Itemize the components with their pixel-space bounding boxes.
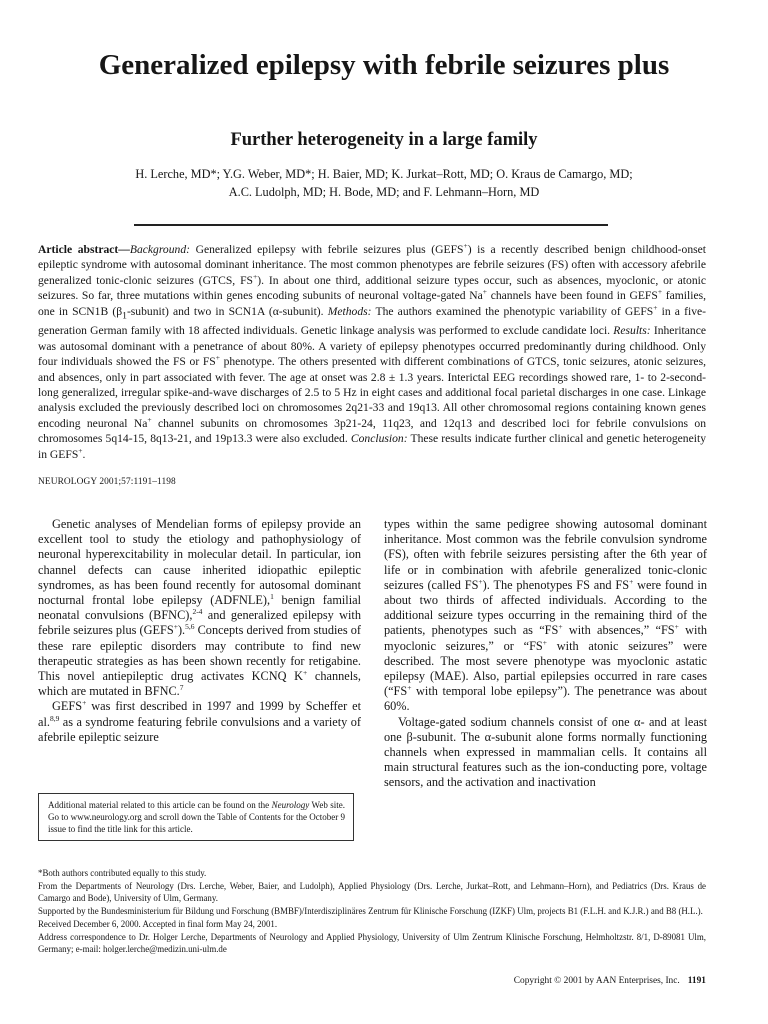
body-text: ). — [177, 623, 186, 638]
note-text: Web site. Go to www.neurology.org and scroll down the Table of Contents for the October 9 issue to find the title link for this article. — [48, 800, 345, 835]
body-text: with absences,” “FS — [562, 623, 675, 638]
superscript: + — [674, 622, 679, 632]
journal-citation: NEUROLOGY 2001;57:1191–1198 — [38, 477, 176, 487]
body-text: with atonic seizures” were described. The most severe phenotype was myoclonic astatic epilepsy (MAE). Also, partial epilepsies occurred in rare cases (“FS — [384, 638, 707, 699]
abstract-text: phenotype. The others presented with different combinations of GTCS, tonic seizures, atonic seizures, and absences, only in part associated with fever. The age at onset was 2.8 ± 1.3 years. Interictal EEG recordings showed rare, 1- to 2-second-long generalized, irregular spike-and-wave discharges of 2.5 to 5 Hz in eight cases and additional focal parietal discharges in one case. Linkage analysis excluded the previously described loci on chromosomes 2q21-33 and 19q13. All other chromosomal regions containing known genes encoding neuronal Na — [38, 355, 706, 430]
body-text: ). The phenotypes FS and FS — [482, 577, 630, 592]
footnote-correspondence: Address correspondence to Dr. Holger Lerche, Departments of Neurology and Applied Physiology, University of Ulm Zentrum Klinische Forschung, Helmholtzstr. 8/1, D-89081 Ulm, Germany; e-mail: holger.lerche@medizin.uni-ulm.de — [38, 931, 706, 954]
body-text: as a syndrome featuring febrile convulsions and a variety of afebrile epileptic seizure — [38, 714, 361, 744]
superscript: + — [657, 287, 663, 297]
superscript: + — [303, 668, 308, 678]
superscript: + — [542, 637, 547, 647]
copyright-notice: Copyright © 2001 by AAN Enterprises, Inc. — [513, 976, 680, 986]
body-column-right — [384, 517, 707, 791]
authors-line-1: H. Lerche, MD*; Y.G. Weber, MD*; H. Baier, MD; K. Jurkat–Rott, MD; O. Kraus de Camargo, MD; — [135, 167, 633, 181]
reference-marker: 2-4 — [192, 607, 203, 617]
body-paragraph — [38, 699, 361, 745]
abstract-text: ). In about one third, additional seizure types occur, such as absences, myoclonic, or atonic seizures. So far, three mutations within genes encoding subunits of neuronal voltage-gated Na — [38, 273, 706, 303]
body-text: were found in about two thirds of affected individuals. According to the additional seizure types occurring in the remaining third of the patients, phenotypes such as “FS — [384, 577, 707, 638]
footnote-equal-contribution: *Both authors contributed equally to this study. — [38, 868, 207, 878]
superscript: + — [482, 287, 488, 297]
superscript: + — [629, 576, 634, 586]
abstract-conclusion-label: Conclusion: — [350, 432, 408, 446]
body-paragraph — [38, 517, 361, 699]
superscript: + — [173, 622, 178, 632]
superscript: + — [252, 271, 258, 281]
article-subtitle: Further heterogeneity in a large family — [230, 130, 538, 150]
reference-marker: 8,9 — [49, 713, 60, 723]
abstract-results-label: Results: — [613, 324, 651, 338]
body-column-left — [38, 517, 361, 745]
body-text: with myoclonic seizures,” or “FS — [384, 623, 708, 653]
page-number: 1191 — [687, 976, 706, 986]
abstract-methods-label: Methods: — [327, 304, 372, 318]
abstract-text: channels have been found in GEFS — [487, 289, 658, 303]
authors-line-2: A.C. Ludolph, MD; H. Bode, MD; and F. Lehmann–Horn, MD — [228, 185, 540, 199]
reference-marker: 5,6 — [185, 622, 195, 632]
abstract-text: -subunit) and two in SCN1A (α-subunit). — [126, 304, 328, 318]
author-list — [50, 165, 718, 201]
abstract-text: ) is a recently described benign childhood-onset epileptic syndrome with autosomal dominant inheritance. The most common phenotypes are febrile seizures (FS) often with accessory afebrile generalized tonic-clonic seizures (GTCS, FS — [38, 243, 706, 287]
body-text: types within the same pedigree showing autosomal dominant inheritance. Most common was the febrile convulsion syndrome (FS), often with febrile seizures persisting after the 6th year of life or in combination with afebrile generalized tonic-clonic seizures (called FS — [384, 517, 707, 592]
body-text: benign familial neonatal convulsions (BFNC), — [38, 593, 362, 623]
footnote-affiliations: From the Departments of Neurology (Drs. Lerche, Weber, Baier, and Ludolph), Applied Physiology (Drs. Lerche, Jurkat–Rott, and Lehmann–Horn), and Pediatrics (Drs. Kraus de Camargo and Bode), University of Ulm, Germany. — [38, 881, 706, 903]
page-footer — [514, 976, 706, 986]
article-title: Generalized epilepsy with febrile seizures plus — [98, 49, 670, 81]
superscript: + — [478, 576, 483, 586]
abstract-text: families, one in SCN1B (β — [38, 289, 706, 318]
footnote-funding: Supported by the Bundesministerium für Bildung und Forschung (BMBF)/Interdisziplinäres Zentrum für Klinische Forschung (IZKF) Ulm, projects B1 (F.L.H. and K.J.R.) and B8 (H.L.). — [38, 905, 703, 916]
superscript: + — [558, 622, 563, 632]
subscript: 1 — [122, 309, 127, 321]
body-text: channels, which are mutated in BFNC. — [38, 669, 361, 699]
abstract-lead: Article abstract— — [38, 243, 130, 256]
footnotes — [38, 868, 706, 957]
abstract-text: The authors examined the phenotypic variability of GEFS — [371, 304, 654, 318]
body-text: Genetic analyses of Mendelian forms of epilepsy provide an excellent tool to study the etiology and pathophysiology of neuronal hyperexcitability in molecular detail. In particular, ion channel defects can cause inherited idiopathic epileptic syndromes, as has been found recently for autosomal dominant nocturnal frontal lobe epilepsy (ADFNLE), — [38, 517, 361, 608]
abstract-background-label: Background: — [129, 243, 190, 256]
superscript: + — [82, 698, 87, 708]
body-paragraph — [384, 517, 707, 715]
body-text: with temporal lobe epilepsy”). The penetrance was about 60%. — [384, 684, 707, 714]
abstract-text: These results indicate further clinical and genetic heterogeneity in GEFS — [38, 432, 706, 461]
reference-marker: 1 — [270, 592, 274, 602]
footnote-received: Received December 6, 2000. Accepted in final form May 24, 2001. — [38, 918, 278, 929]
superscript: + — [463, 241, 468, 250]
abstract-text: Inheritance was autosomal dominant with a penetrance of about 80%. A variety of epilepsy phenotypes occurred predominantly during childhood. Only four individuals showed the FS or FS — [38, 324, 706, 369]
superscript: + — [407, 683, 412, 693]
body-text: and generalized epilepsy with febrile seizures plus (GEFS — [38, 608, 361, 638]
article-abstract — [38, 242, 706, 462]
journal-name: Neurology — [271, 800, 310, 810]
abstract-text: . — [82, 447, 86, 461]
superscript: + — [78, 445, 83, 455]
note-text: Additional material related to this article can be found on the — [48, 800, 272, 810]
body-paragraph: Voltage-gated sodium channels consist of one α- and at least one β-subunit. The α-subunit alone forms normally functioning channels when expressed in mammalian cells. It contains all main structural features such as the ion-conducting pore, voltage sensors, and the activation and inactivation — [384, 714, 707, 790]
superscript: + — [147, 414, 152, 424]
superscript: + — [653, 302, 658, 312]
reference-marker: 7 — [179, 683, 184, 693]
superscript: + — [215, 353, 220, 363]
title-divider — [134, 224, 608, 226]
abstract-text: channel subunits on chromosomes 3p21-24, 11q23, and 12q13 and described loci for febrile convulsions on chromosomes 5q14-15, 8q13-21, and 19p13.3 were also excluded. — [38, 416, 706, 446]
online-supplement-note — [38, 793, 354, 841]
body-text: was first described in 1997 and 1999 by Scheffer et al. — [38, 699, 361, 729]
abstract-text: Generalized epilepsy with febrile seizures plus (GEFS — [189, 243, 464, 256]
body-text: GEFS — [52, 699, 83, 714]
abstract-text: in a five-generation German family with 18 affected individuals. Genetic linkage analysis was performed to exclude candidate loci. — [38, 304, 707, 338]
body-text: Concepts derived from studies of these rare epileptic disorders may contribute to find new therapeutic strategies as has been shown recently for retigabine. This novel antiepileptic drug activates KCNQ K — [38, 623, 361, 684]
